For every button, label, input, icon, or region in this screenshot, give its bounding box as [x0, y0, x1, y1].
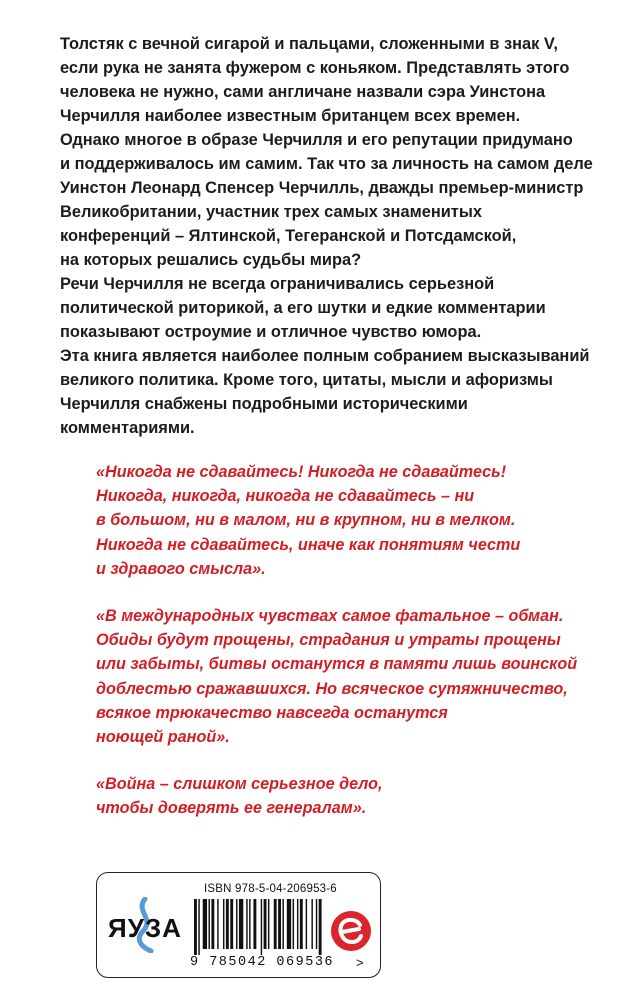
annotation-line: политической риторикой, а его шутки и едкие комментарии — [60, 299, 546, 317]
annotation-line: Однако многое в образе Черчилля и его репутации придумано — [60, 131, 573, 149]
annotation-line: на которых решались судьбы мира? — [60, 251, 362, 269]
annotation-line: человека не нужно, сами англичане назвали сэра Уинстона — [60, 83, 546, 101]
annotation-line: Эта книга является наиболее полным собранием высказываний — [60, 347, 590, 365]
quote-line: «В международных чувствах самое фатальное – обман. — [96, 607, 564, 626]
eksmo-e-icon — [329, 909, 373, 953]
annotation-line: показывают остроумие и отличное чувство юмора. — [60, 323, 482, 341]
quote — [96, 460, 596, 581]
ean-number: 9 785042 069536 — [190, 955, 335, 970]
quote-line: Обиды будут прощены, страдания и утраты прощены — [96, 631, 561, 650]
annotation-line: Речи Черчилля не всегда ограничивались серьезной — [60, 275, 495, 293]
yauza-logo-icon — [105, 897, 185, 953]
quote-line: Никогда не сдавайтесь, иначе как понятиям чести — [96, 535, 521, 554]
annotation-line: Великобритании, участник трех самых знаменитых — [60, 203, 482, 221]
annotation-line: и поддерживалось им самим. Так что за личность на самом деле — [60, 155, 593, 173]
annotation-line: Толстяк с вечной сигарой и пальцами, сложенными в знак V, — [60, 35, 558, 53]
quote-line: Никогда, никогда, никогда не сдавайтесь – ни — [96, 487, 475, 506]
quotes-block — [96, 460, 596, 844]
quote-line: «Война – слишком серьезное дело, — [96, 775, 383, 794]
annotation-text — [60, 32, 605, 440]
ean-arrow: > — [356, 955, 364, 970]
quote-line: «Никогда не сдавайтесь! Никогда не сдавайтесь! — [96, 463, 507, 481]
quote-line: и здравого смысла». — [96, 559, 266, 578]
annotation-line: Уинстон Леонард Спенсер Черчилль, дважды премьер-министр — [60, 179, 584, 197]
quote-line: доблестью сражавшихся. Но всяческое сутяжничество, — [96, 679, 568, 698]
quote-line: или забыты, битвы останутся в памяти лишь воинской — [96, 655, 578, 674]
isbn-number: ISBN 978-5-04-206953-6 — [204, 883, 337, 895]
annotation-line: Черчилля снабжены подробными историческими — [60, 395, 468, 413]
yauza-logo-text: ЯУЗА — [108, 913, 182, 943]
quote — [96, 604, 596, 749]
quote-line: ноющей раной». — [96, 728, 230, 747]
annotation-line: Черчилля наиболее известным британцем всех времен. — [60, 107, 521, 125]
annotation-line: если рука не занята фужером с коньяком. Представлять этого — [60, 59, 570, 77]
annotation-line: великого политика. Кроме того, цитаты, мысли и афоризмы — [60, 371, 553, 389]
annotation-line: комментариями. — [60, 419, 195, 437]
quote — [96, 772, 596, 820]
quote-line: чтобы доверять ее генералам». — [96, 799, 367, 818]
annotation-line: конференций – Ялтинской, Тегеранской и Потсдамской, — [60, 227, 517, 245]
quote-line: в большом, ни в малом, ни в крупном, ни в мелком. — [96, 511, 516, 530]
quote-line: всякое трюкачество навсегда останутся — [96, 703, 448, 722]
